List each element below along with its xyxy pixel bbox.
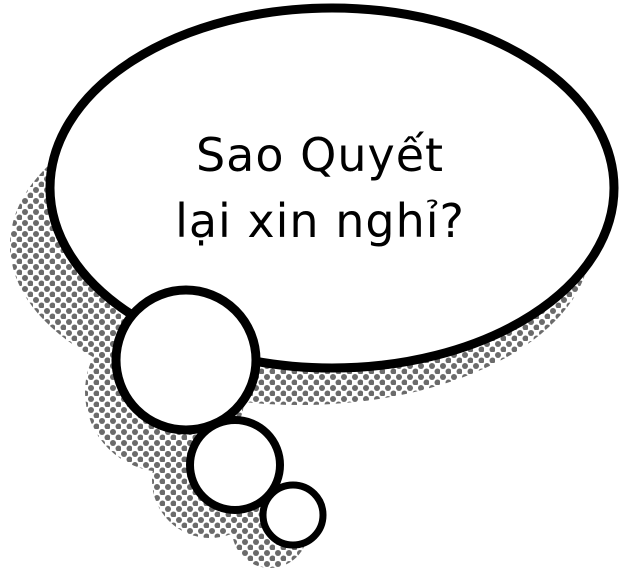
bubble-text-line-1: Sao Quyết — [195, 128, 445, 182]
bubble-text — [70, 122, 570, 254]
bubble-text-line-2: lại xin nghỉ? — [175, 194, 465, 248]
bubble-large — [116, 290, 256, 430]
bubble-small — [263, 485, 323, 545]
